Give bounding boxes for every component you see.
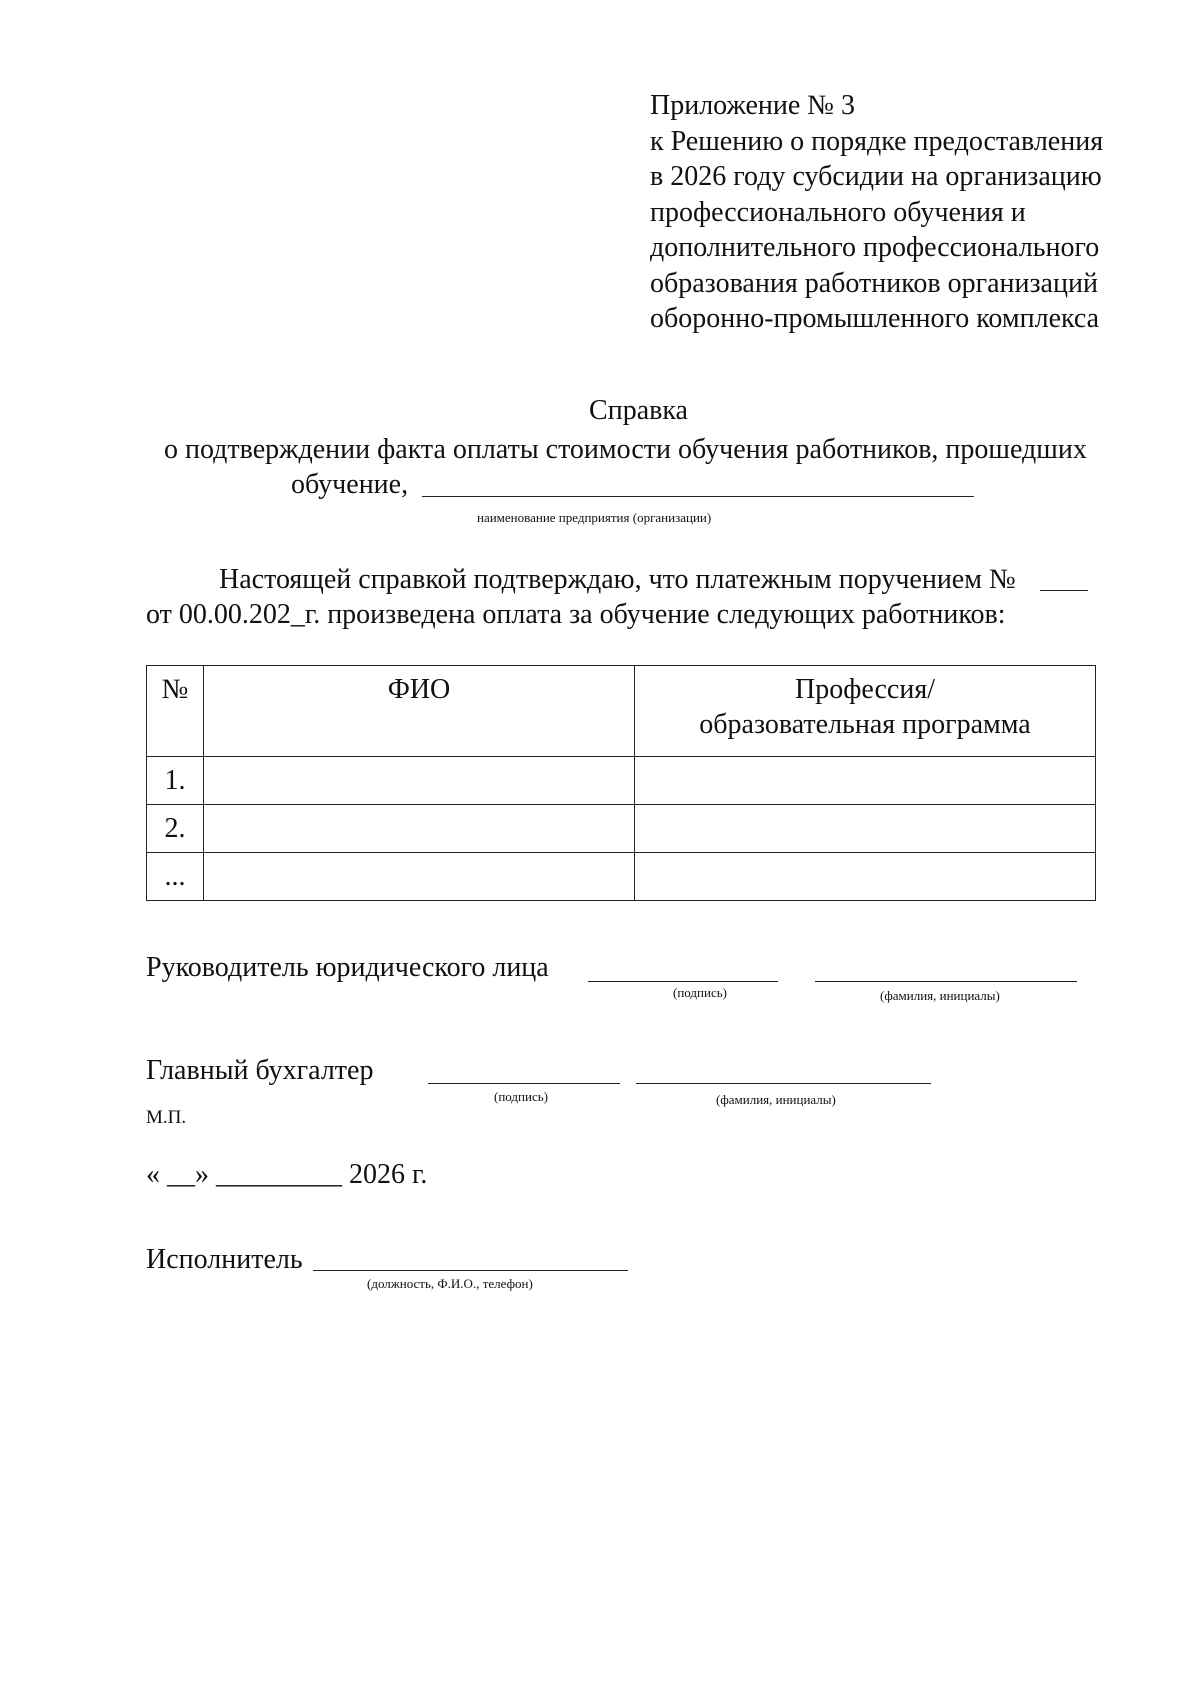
row-number: 2. [147, 805, 204, 853]
executor-label: Исполнитель [146, 1244, 303, 1275]
row-number: ... [147, 853, 204, 901]
table-header-row [147, 666, 1096, 757]
organization-name-field[interactable] [422, 496, 974, 497]
document-title: Справка [589, 395, 688, 426]
appendix-line-4: профессионального обучения и [650, 196, 1026, 228]
header-profession-line-2: образовательная программа [699, 709, 1031, 740]
accountant-signature-caption: (подпись) [494, 1089, 548, 1104]
stamp-place-label: М.П. [146, 1107, 187, 1128]
header-profession-line-1: Профессия/ [795, 674, 935, 705]
head-signature-field[interactable] [588, 981, 778, 982]
head-name-field[interactable] [815, 981, 1077, 982]
executor-caption: (должность, Ф.И.О., телефон) [367, 1276, 533, 1291]
workers-table [146, 665, 1096, 901]
payment-order-number-field[interactable] [1040, 590, 1088, 591]
accountant-name-caption: (фамилия, инициалы) [716, 1092, 836, 1107]
date-field[interactable]: « __» _________ 2026 г. [146, 1159, 428, 1190]
row-fio-cell[interactable] [204, 805, 635, 853]
document-subtitle: о подтверждении факта оплаты стоимости обучения работников, прошедших [164, 434, 1087, 465]
head-signature-caption: (подпись) [673, 985, 727, 1000]
table-row [147, 853, 1096, 901]
appendix-line-3: в 2026 году субсидии на организацию [650, 161, 1102, 192]
header-number: № [147, 666, 204, 757]
organization-name-caption: наименование предприятия (организации) [477, 510, 712, 525]
body-text-line-2: от 00.00.202_г. произведена оплата за обучение следующих работников: [146, 599, 1006, 630]
appendix-line-5: дополнительного профессионального [650, 232, 1100, 263]
appendix-line-2: к Решению о порядке предоставления [650, 125, 1104, 157]
appendix-line-7: оборонно-промышленного комплекса [650, 303, 1100, 334]
table-row [147, 805, 1096, 853]
accountant-signature-field[interactable] [428, 1083, 620, 1084]
header-profession [635, 666, 1096, 757]
appendix-number: Приложение № 3 [650, 90, 855, 121]
row-number: 1. [147, 757, 204, 805]
row-profession-cell[interactable] [635, 853, 1096, 901]
table-row [147, 757, 1096, 805]
executor-field[interactable] [313, 1270, 628, 1271]
head-name-caption: (фамилия, инициалы) [880, 988, 1000, 1003]
appendix-line-6: образования работников организаций [650, 267, 1098, 299]
head-signature-label: Руководитель юридического лица [146, 952, 549, 983]
body-text-line-1: Настоящей справкой подтверждаю, что платежным поручением № [219, 564, 1016, 595]
accountant-name-field[interactable] [636, 1083, 931, 1084]
row-profession-cell[interactable] [635, 757, 1096, 805]
appendix-header [650, 88, 1190, 337]
row-profession-cell[interactable] [635, 805, 1096, 853]
header-fio: ФИО [204, 666, 635, 757]
row-fio-cell[interactable] [204, 853, 635, 901]
accountant-signature-label: Главный бухгалтер [146, 1055, 374, 1086]
row-fio-cell[interactable] [204, 757, 635, 805]
document-subtitle-continued: обучение, [291, 469, 409, 500]
